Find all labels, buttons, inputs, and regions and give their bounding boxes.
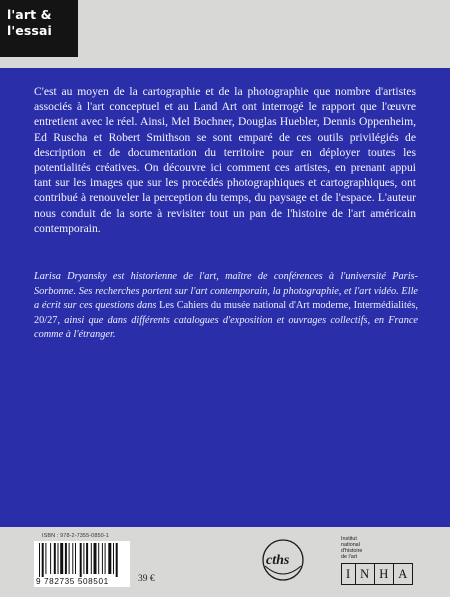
- book-summary: C'est au moyen de la cartographie et de la photographie que nombre d'artistes associés à l'art conceptuel et au Land Art ont interrogé le rapport que l'œuvre entretient avec le réel. Ainsi, Mel Bochner, Douglas Huebler, Dennis Oppenheim, Ed Ruscha et Robert Smithson se sont emparé de ces outils privilégiés de description et de documentation du territoire pour en déployer toutes les potentialités créatives. On découvre ici comment ces artistes, en prenant appui tant sur les images que sur les procédés photographiques et cartographiques, ont contribué à renouveler la perception du temps, du paysage et de l'espace. L'auteur nous conduit de la sorte à revisiter tout un pan de l'histoire de l'art américain contemporain.: [34, 85, 416, 235]
- barcode-bar: [108, 543, 111, 574]
- author-bio-journals: Les Cahiers du musée national d'Art moderne, Intermédialités, 20/27,: [34, 300, 418, 326]
- barcode-bar: [50, 543, 51, 574]
- series-label: [0, 0, 78, 57]
- inha-letter: A: [393, 564, 412, 584]
- barcode-bar: [72, 543, 73, 574]
- barcode-bar: [105, 543, 106, 574]
- barcode-bar: [65, 543, 67, 574]
- inha-subtitle: [341, 536, 381, 560]
- author-bio-text-2: ainsi que dans différents catalogues d'exposition et ouvrages collectifs, en France comme à l'étranger.: [34, 314, 418, 341]
- blurb-panel: [0, 68, 450, 527]
- barcode-bar: [69, 543, 70, 574]
- barcode-bar: [116, 543, 118, 577]
- barcode: [34, 541, 130, 587]
- barcode-bar: [60, 543, 63, 574]
- barcode-bar: [75, 543, 76, 574]
- inha-letter: N: [355, 564, 374, 584]
- author-bio-text-1: Larisa Dryansky est historienne de l'art, maître de conférences à l'université Paris-Sorbonne. Ses recherches portent sur l'art contemporain, la photographie, et l'art vidéo. Elle a écrit sur ces questions dans: [34, 271, 418, 312]
- isbn-number: ISBN : 978-2-7355-0850-1: [42, 533, 109, 539]
- cths-logo-text: cths: [266, 553, 290, 568]
- barcode-bars: [39, 543, 125, 577]
- inha-letters: [341, 563, 413, 585]
- inha-letter: I: [346, 567, 352, 581]
- barcode-bar: [94, 543, 97, 574]
- inha-subtitle-line: Institut: [341, 536, 357, 542]
- inha-logo: [341, 536, 431, 592]
- barcode-bar: [86, 543, 88, 574]
- series-line-2: l'essai: [7, 23, 52, 38]
- author-bio: [34, 270, 418, 343]
- cths-logo: [256, 536, 310, 584]
- barcode-bar: [39, 543, 40, 577]
- barcode-digits: 9 782735 508501: [36, 577, 109, 586]
- barcode-bar: [54, 543, 56, 574]
- inha-subtitle-line: national: [341, 542, 360, 548]
- barcode-bar: [80, 543, 82, 577]
- barcode-bar: [58, 543, 59, 574]
- barcode-bar: [42, 543, 44, 577]
- inha-letter: H: [374, 564, 393, 584]
- barcode-bar: [83, 543, 84, 574]
- barcode-bar: [113, 543, 114, 574]
- barcode-bar: [45, 543, 46, 574]
- inha-subtitle-line: d'histoire: [341, 548, 363, 554]
- inha-subtitle-line: de l'art: [341, 554, 358, 560]
- barcode-bar: [91, 543, 92, 574]
- series-line-1: l'art &: [7, 7, 52, 22]
- price: 39 €: [138, 574, 155, 584]
- barcode-bar: [98, 543, 99, 574]
- barcode-bar: [102, 543, 103, 574]
